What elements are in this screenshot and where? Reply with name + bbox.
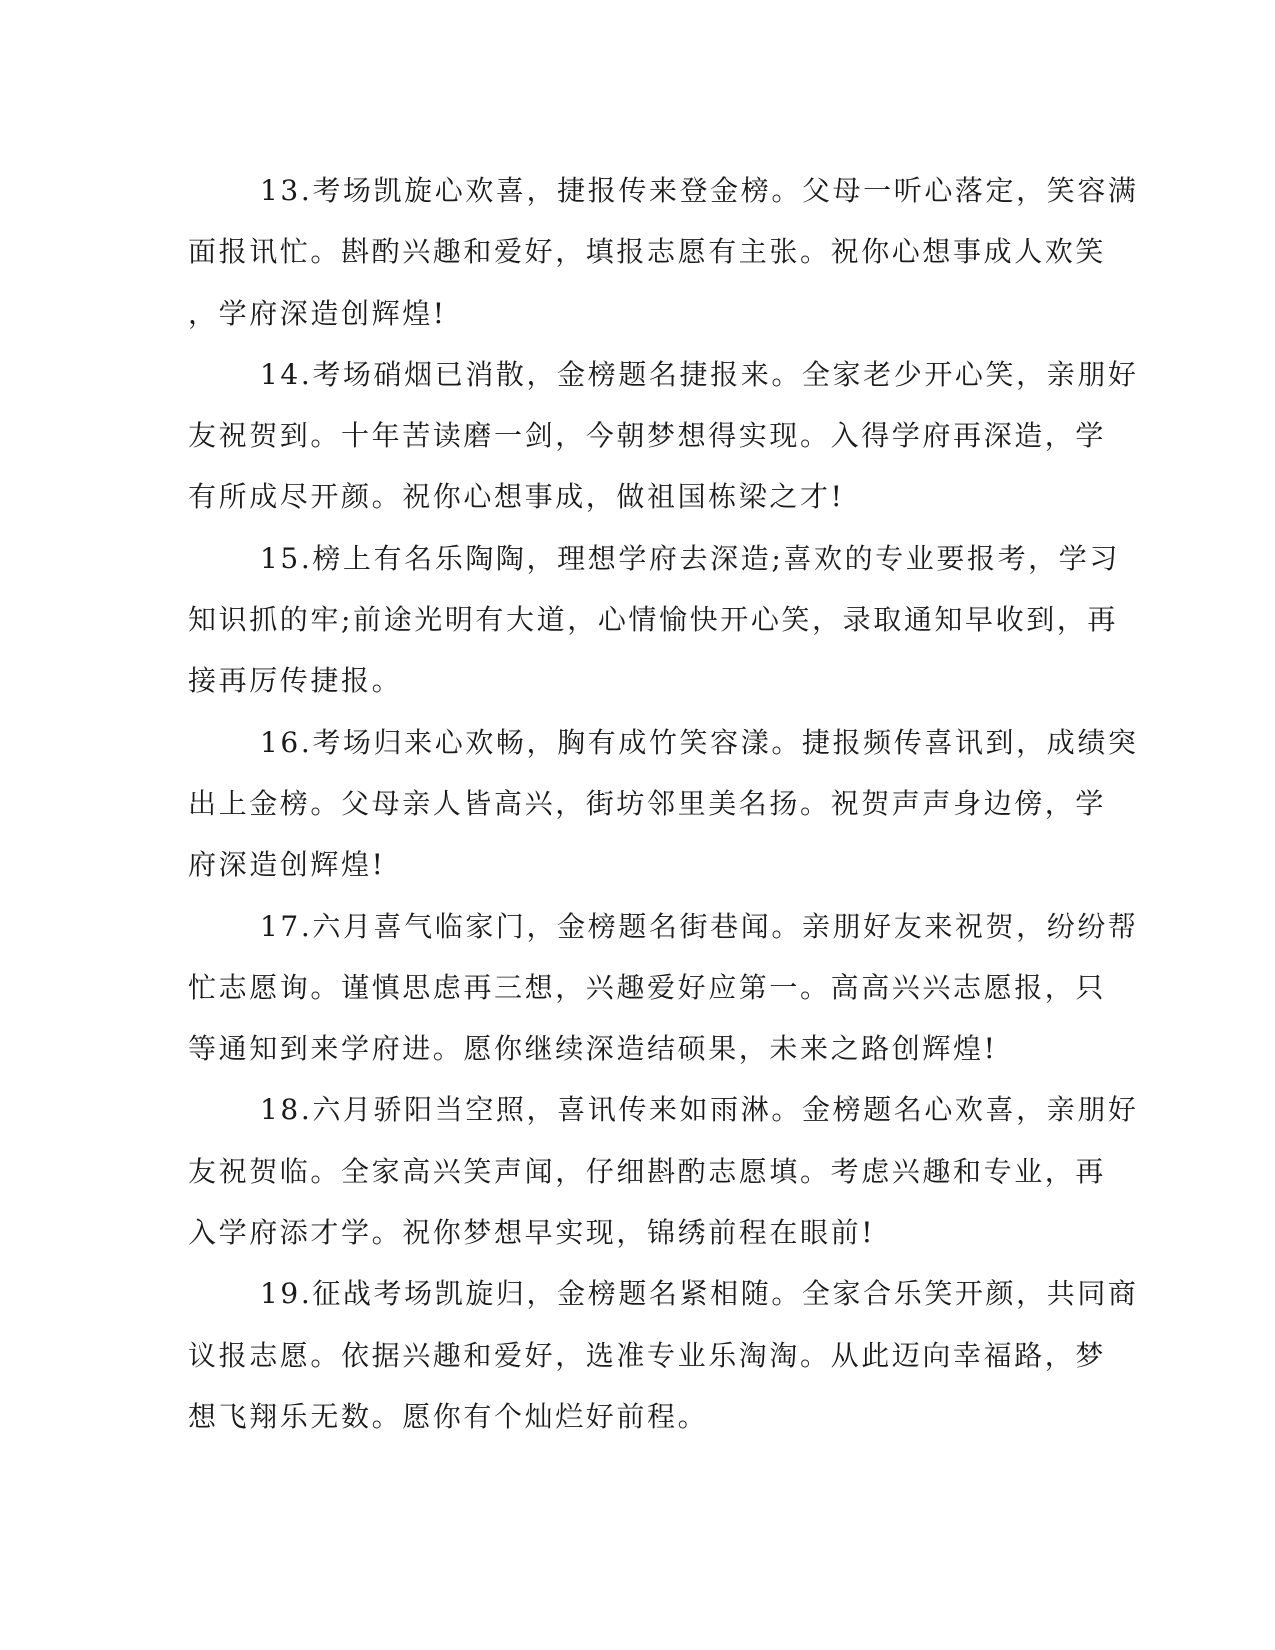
- document-body: [188, 160, 1139, 1447]
- paragraph-line: 19.征战考场凯旋归，金榜题名紧相随。全家合乐笑开颜，共同商: [260, 1277, 1139, 1311]
- paragraph-line: 15.榜上有名乐陶陶，理想学府去深造;喜欢的专业要报考，学习: [260, 541, 1120, 575]
- paragraph-line: 有所成尽开颜。祝你心想事成，做祖国栋梁之才!: [188, 480, 845, 514]
- paragraph-line: 想飞翔乐无数。愿你有个灿烂好前程。: [188, 1399, 709, 1433]
- paragraph-17: [188, 896, 1139, 1080]
- paragraph-15: [188, 528, 1120, 712]
- paragraph-line: 府深造创辉煌!: [188, 848, 386, 882]
- paragraph-13: [188, 160, 1139, 344]
- paragraph-16: [188, 712, 1139, 896]
- paragraph-19: [188, 1263, 1139, 1447]
- paragraph-line: 忙志愿询。谨慎思虑再三想，兴趣爱好应第一。高高兴兴志愿报，只: [188, 970, 1107, 1004]
- paragraph-line: 14.考场硝烟已消散，金榜题名捷报来。全家老少开心笑，亲朋好: [260, 357, 1139, 391]
- paragraph-line: 友祝贺临。全家高兴笑声闻，仔细斟酌志愿填。考虑兴趣和专业，再: [188, 1154, 1107, 1188]
- paragraph-line: 议报志愿。依据兴趣和爱好，选准专业乐淘淘。从此迈向幸福路，梦: [188, 1338, 1107, 1372]
- paragraph-line: 17.六月喜气临家门，金榜题名街巷闻。亲朋好友来祝贺，纷纷帮: [260, 909, 1139, 943]
- paragraph-line: 出上金榜。父母亲人皆高兴，街坊邻里美名扬。祝贺声声身边傍，学: [188, 786, 1107, 820]
- paragraph-line: 等通知到来学府进。愿你继续深造结硕果，未来之路创辉煌!: [188, 1032, 998, 1066]
- paragraph-line: 18.六月骄阳当空照，喜讯传来如雨淋。金榜题名心欢喜，亲朋好: [260, 1093, 1139, 1127]
- paragraph-14: [188, 344, 1139, 528]
- paragraph-line: ，学府深造创辉煌!: [188, 296, 447, 330]
- paragraph-line: 入学府添才学。祝你梦想早实现，锦绣前程在眼前!: [188, 1216, 876, 1250]
- paragraph-18: [188, 1079, 1139, 1263]
- paragraph-line: 知识抓的牢;前途光明有大道，心情愉快开心笑，录取通知早收到，再: [188, 603, 1119, 637]
- paragraph-line: 13.考场凯旋心欢喜，捷报传来登金榜。父母一听心落定，笑容满: [260, 174, 1139, 207]
- paragraph-line: 16.考场归来心欢畅，胸有成竹笑容漾。捷报频传喜讯到，成绩突: [260, 725, 1139, 759]
- paragraph-line: 友祝贺到。十年苦读磨一剑，今朝梦想得实现。入得学府再深造，学: [188, 419, 1107, 453]
- paragraph-line: 接再厉传捷报。: [188, 664, 403, 698]
- paragraph-line: 面报讯忙。斟酌兴趣和爱好，填报志愿有主张。祝你心想事成人欢笑: [188, 235, 1107, 269]
